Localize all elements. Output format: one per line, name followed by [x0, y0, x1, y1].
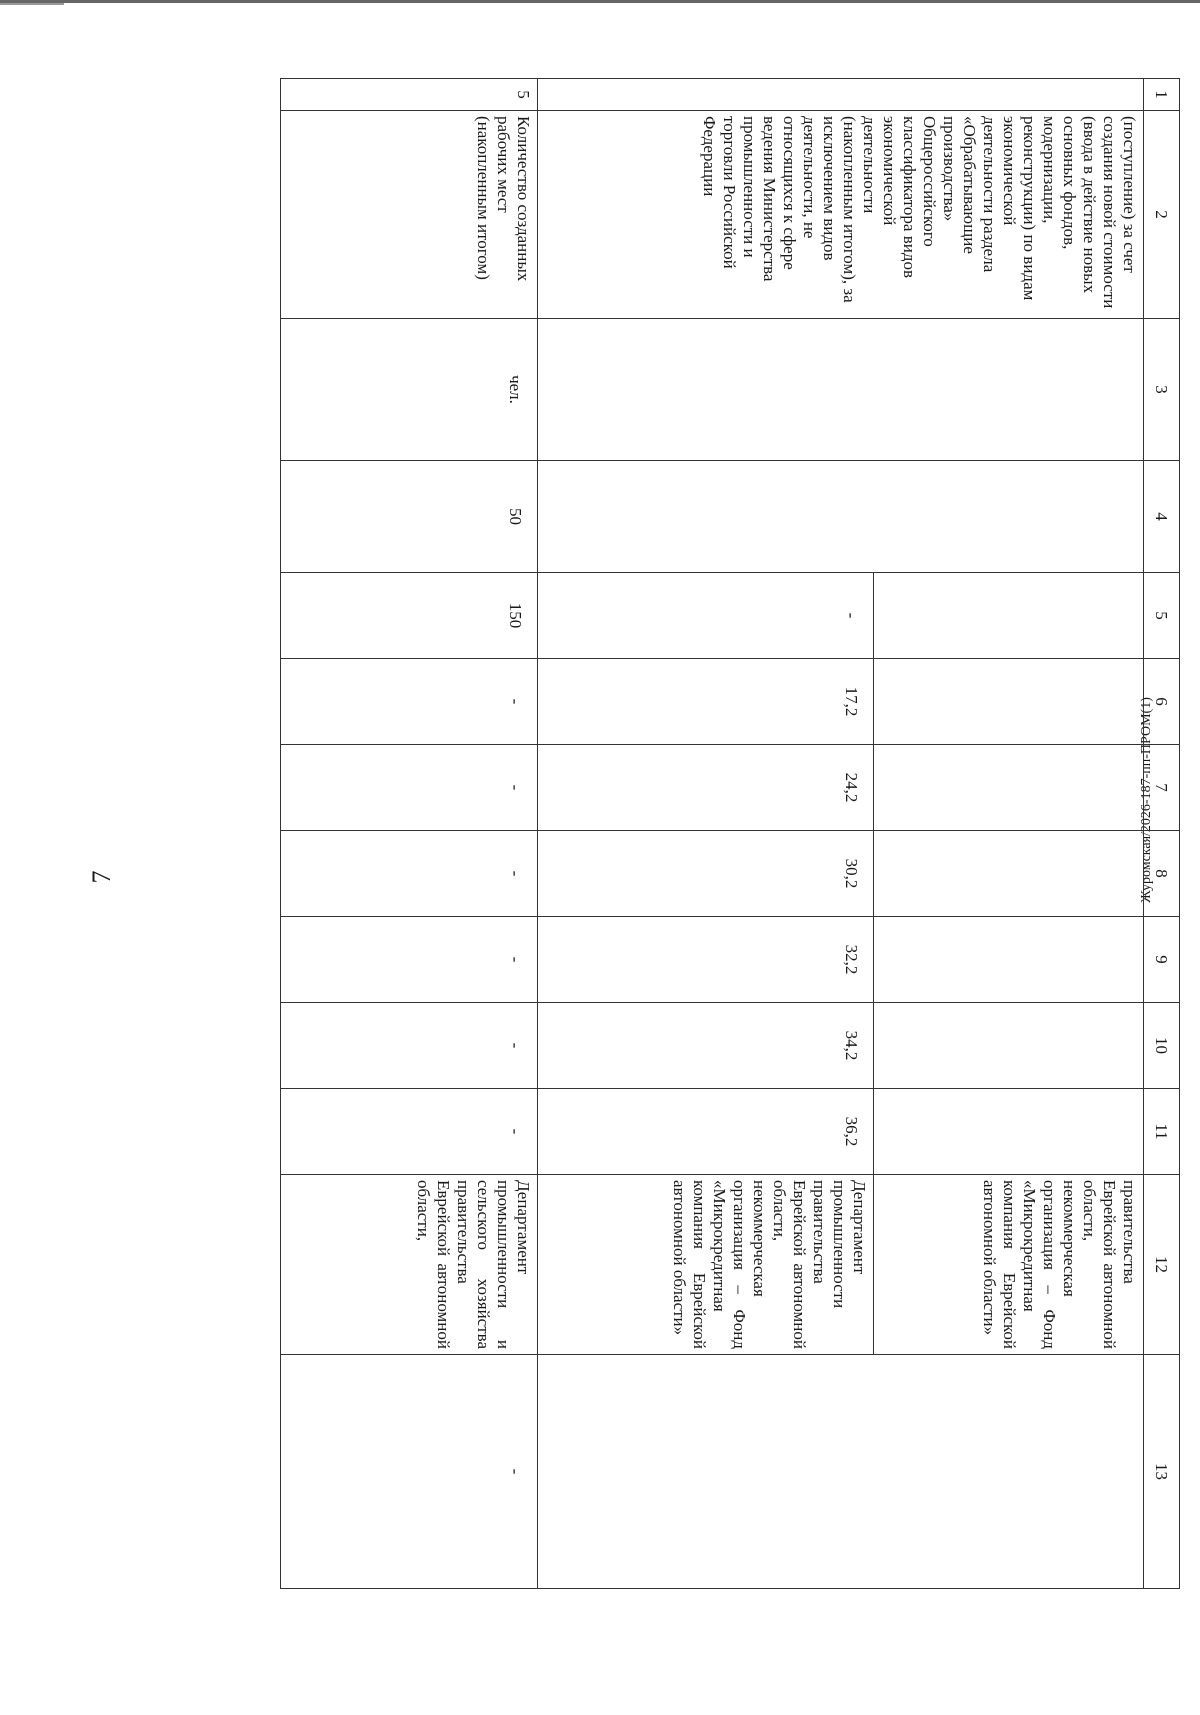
table-row — [281, 79, 538, 1589]
header-cell: 2 — [1144, 111, 1180, 319]
header-cell: 9 — [1144, 917, 1180, 1003]
value-cell: - — [281, 831, 538, 917]
header-cell: 11 — [1144, 1089, 1180, 1175]
value-cell: 30,2 — [538, 831, 874, 917]
baseline-cell: 50 — [281, 461, 538, 573]
value-cell: - — [281, 745, 538, 831]
header-cell: 10 — [1144, 1003, 1180, 1089]
table-row — [874, 79, 1144, 1589]
value-cell: - — [281, 1089, 538, 1175]
header-cell: 4 — [1144, 461, 1180, 573]
header-cell: 7 — [1144, 745, 1180, 831]
indicator-name-cell: Количество созданных рабочих мест (накопленным итогом) — [281, 111, 538, 319]
value-cell: 24,2 — [538, 745, 874, 831]
value-cell: 36,2 — [538, 1089, 874, 1175]
value-cell: - — [281, 659, 538, 745]
value-cell — [874, 917, 1144, 1003]
value-cell: - — [281, 917, 538, 1003]
value-cell: 32,2 — [538, 917, 874, 1003]
footer-code: Журомская/2026-187-пп-ПРОМ(1) — [1139, 697, 1154, 903]
baseline-cell — [538, 461, 1144, 573]
header-cell: 3 — [1144, 319, 1180, 461]
value-cell: 17,2 — [538, 659, 874, 745]
note-cell: - — [281, 1355, 538, 1589]
header-cell: 8 — [1144, 831, 1180, 917]
value-cell — [874, 1003, 1144, 1089]
indicators-table — [280, 78, 1180, 1589]
page-number: 7 — [87, 870, 116, 884]
value-cell: 150 — [281, 573, 538, 659]
responsible-cell: Департамент промышленности правительства Еврейской автономной области, некоммерческая организация – Фонд «Микрокредитная компания Еврейской автономной области» — [538, 1175, 874, 1355]
header-cell: 1 — [1144, 79, 1180, 111]
row-number-cell: 5 — [281, 79, 538, 111]
unit-cell — [538, 319, 1144, 461]
responsible-cell: Департамент промышленности и сельского хозяйства правительства Еврейской автономной области, — [281, 1175, 538, 1355]
value-cell — [874, 745, 1144, 831]
header-cell: 12 — [1144, 1175, 1180, 1355]
header-cell: 13 — [1144, 1355, 1180, 1589]
header-cell: 5 — [1144, 573, 1180, 659]
value-cell: 34,2 — [538, 1003, 874, 1089]
responsible-cell: правительства Еврейской автономной области, некоммерческая организация – Фонд «Микрокредитная компания Еврейской автономной области» — [874, 1175, 1144, 1355]
value-cell — [874, 573, 1144, 659]
scan-edge-line — [0, 0, 1200, 3]
row-number-cell — [538, 79, 1144, 111]
header-cell: 6 — [1144, 659, 1180, 745]
value-cell — [874, 1089, 1144, 1175]
indicator-name-cell: (поступление) за счет создания новой стоимости (ввода в действие новых основных фондов, модернизации, реконструкции) по видам экономической деятельности раздела «Обрабатывающие производства» Общероссийского классификатора видов экономической деятельности (накопленным итогом), за исключением видов деятельности, не относящихся к сфере ведения Министерства промышленности и торговли Российской Федерации — [538, 111, 1144, 319]
header-row — [1144, 79, 1180, 1589]
unit-cell: чел. — [281, 319, 538, 461]
value-cell — [874, 659, 1144, 745]
value-cell: - — [281, 1003, 538, 1089]
note-cell — [538, 1355, 1144, 1589]
value-cell: - — [538, 573, 874, 659]
scan-corner-mark — [0, 3, 64, 5]
value-cell — [874, 831, 1144, 917]
rotated-table-container — [280, 78, 1180, 1588]
